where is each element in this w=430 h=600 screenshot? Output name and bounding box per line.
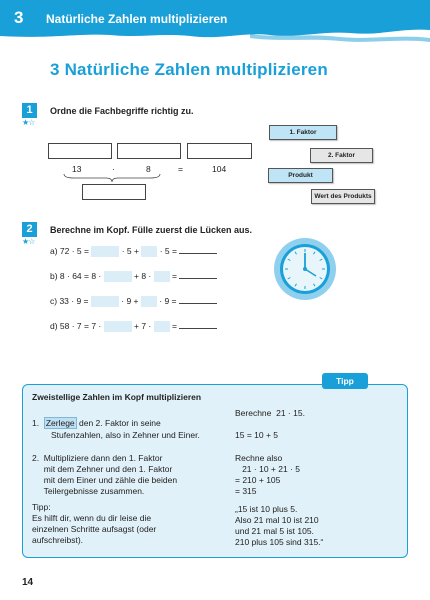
task-1-instruction: Ordne die Fachbegriffe richtig zu. bbox=[50, 106, 194, 116]
highlighted-word: Zerlege bbox=[45, 418, 75, 428]
term-card-first-factor[interactable]: 1. Faktor bbox=[269, 125, 337, 140]
task-2-badge: 2 bbox=[22, 222, 37, 237]
example-task: Berechne 21 · 15. bbox=[235, 408, 305, 418]
gap-input[interactable] bbox=[104, 271, 132, 282]
example-decomposition: 15 = 10 + 5 bbox=[235, 430, 279, 440]
exercise-row-a: a) 72 · 5 = · 5 + · 5 = bbox=[50, 244, 217, 257]
clock-icon bbox=[272, 236, 338, 302]
tip-note-heading: Tipp: bbox=[32, 502, 51, 512]
tip-tab: Tipp bbox=[322, 373, 368, 389]
gap-input[interactable] bbox=[141, 246, 157, 257]
answer-line[interactable] bbox=[179, 294, 217, 304]
tip-step-1-line-2: Stufenzahlen, also in Zehner und Einer. bbox=[51, 430, 200, 440]
term-box-3[interactable] bbox=[187, 143, 252, 159]
task-1-badge: 1 bbox=[22, 103, 37, 118]
term-card-second-factor[interactable]: 2. Faktor bbox=[310, 148, 373, 163]
tip-note: Es hilft dir, wenn du dir leise die einzelnen Schritte aufsagst (oder aufschreibst). bbox=[32, 513, 157, 545]
equals-sign: = bbox=[178, 164, 183, 174]
tip-step-1: 1. Zerlege den 2. Faktor in seine bbox=[32, 418, 161, 428]
factor-2-value: 8 bbox=[146, 164, 151, 174]
gap-input[interactable] bbox=[91, 246, 119, 257]
answer-line[interactable] bbox=[179, 244, 217, 254]
gap-input[interactable] bbox=[104, 321, 132, 332]
term-card-product[interactable]: Produkt bbox=[268, 168, 333, 183]
term-card-product-value[interactable]: Wert des Produkts bbox=[311, 189, 375, 204]
answer-line[interactable] bbox=[179, 319, 217, 329]
tip-step-2: 2. Multipliziere dann den 1. Faktor mit dem Zehner und den 1. Faktor mit dem Einer und zähle die beiden Teilergebnisse zusammen. bbox=[32, 453, 178, 496]
product-brace bbox=[62, 173, 162, 183]
header-chapter-title: Natürliche Zahlen multiplizieren bbox=[46, 12, 228, 26]
task-1-difficulty-stars: ★☆ bbox=[22, 118, 35, 127]
answer-line[interactable] bbox=[179, 269, 217, 279]
tip-heading: Zweistellige Zahlen im Kopf multiplizieren bbox=[32, 392, 202, 402]
term-box-4[interactable] bbox=[82, 184, 146, 200]
header-chapter-number: 3 bbox=[14, 8, 24, 27]
term-box-1[interactable] bbox=[48, 143, 112, 159]
exercise-row-d: d) 58 · 7 = 7 · + 7 · = bbox=[50, 319, 217, 332]
task-2-instruction: Berechne im Kopf. Fülle zuerst die Lücken aus. bbox=[50, 225, 253, 235]
page-number: 14 bbox=[22, 577, 34, 588]
example-calculation: Rechne also 21 · 10 + 21 · 5 = 210 + 105 = 315 bbox=[235, 453, 300, 496]
task-2-difficulty-stars: ★☆ bbox=[22, 237, 35, 246]
multiply-sign: · bbox=[112, 164, 115, 174]
term-box-2[interactable] bbox=[117, 143, 181, 159]
gap-input[interactable] bbox=[141, 296, 157, 307]
page-title: 3 Natürliche Zahlen multiplizieren bbox=[50, 60, 328, 79]
factor-1-value: 13 bbox=[72, 164, 82, 174]
gap-input[interactable] bbox=[91, 296, 119, 307]
product-value: 104 bbox=[212, 164, 227, 174]
exercise-row-c: c) 33 · 9 = · 9 + · 9 = bbox=[50, 294, 217, 307]
gap-input[interactable] bbox=[154, 321, 170, 332]
example-spoken: „15 ist 10 plus 5. Also 21 mal 10 ist 210 und 21 mal 5 ist 105. 210 plus 105 sind 315.“ bbox=[235, 504, 324, 547]
exercise-row-b: b) 8 · 64 = 8 · + 8 · = bbox=[50, 269, 217, 282]
gap-input[interactable] bbox=[154, 271, 170, 282]
